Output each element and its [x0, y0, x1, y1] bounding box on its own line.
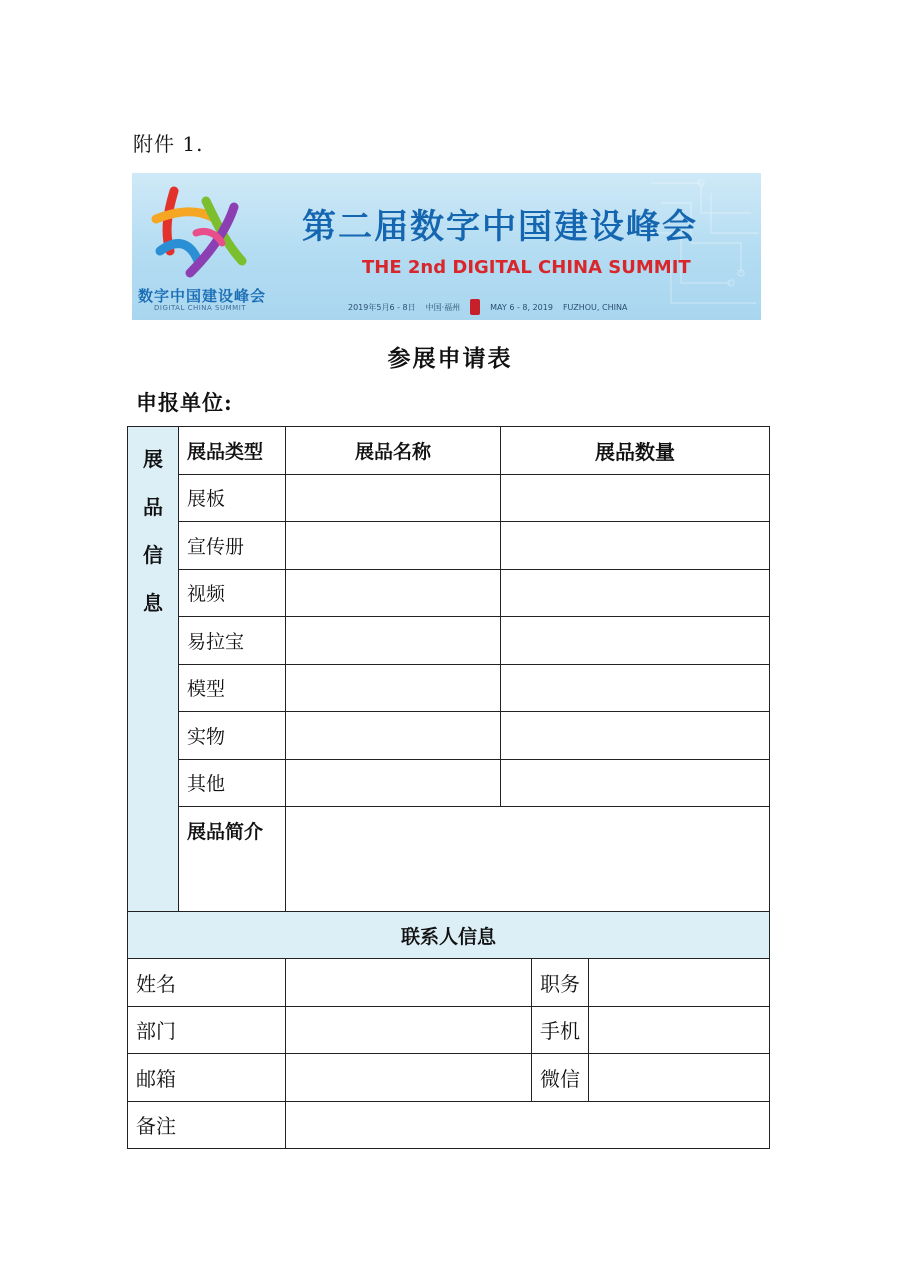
- exhibit-intro-field[interactable]: [286, 807, 770, 912]
- exhibit-header-row: [128, 427, 770, 475]
- banner-date-line: [348, 299, 748, 315]
- exhibit-name-field[interactable]: [286, 569, 501, 617]
- exhibit-name-field[interactable]: [286, 522, 501, 570]
- exhibit-type-cell: 易拉宝: [179, 617, 286, 665]
- digital-china-logo: [146, 181, 252, 287]
- contact-row: [128, 1054, 770, 1102]
- seal-icon: [470, 299, 480, 315]
- table-row: [128, 664, 770, 712]
- table-row: [128, 712, 770, 760]
- department-label: 部门: [128, 1006, 286, 1054]
- exhibit-quantity-field[interactable]: [501, 759, 770, 807]
- exhibit-intro-label: 展品简介: [179, 807, 286, 912]
- application-form-table: [127, 426, 770, 1149]
- exhibit-type-cell: 实物: [179, 712, 286, 760]
- exhibit-type-cell: 视频: [179, 569, 286, 617]
- side-char: 品: [143, 495, 163, 519]
- exhibit-type-cell: 展板: [179, 474, 286, 522]
- exhibit-quantity-field[interactable]: [501, 712, 770, 760]
- exhibit-quantity-field[interactable]: [501, 569, 770, 617]
- date-chinese: 2019年5月6 - 8日: [348, 302, 416, 312]
- exhibit-name-field[interactable]: [286, 712, 501, 760]
- email-field[interactable]: [286, 1054, 532, 1102]
- banner-title-chinese: 第二届数字中国建设峰会: [302, 207, 698, 247]
- exhibit-name-field[interactable]: [286, 474, 501, 522]
- form-title: 参展申请表: [387, 345, 513, 372]
- department-field[interactable]: [286, 1006, 532, 1054]
- exhibit-quantity-field[interactable]: [501, 474, 770, 522]
- contact-section-row: [128, 912, 770, 959]
- col-header-type: 展品类型: [179, 427, 286, 475]
- exhibit-type-cell: 模型: [179, 664, 286, 712]
- remarks-label: 备注: [128, 1101, 286, 1149]
- side-char: 展: [143, 447, 163, 471]
- applicant-unit-label: 申报单位:: [136, 390, 233, 415]
- exhibit-type-cell: 宣传册: [179, 522, 286, 570]
- email-label: 邮箱: [128, 1054, 286, 1102]
- banner-title-english: THE 2nd DIGITAL CHINA SUMMIT: [362, 257, 691, 278]
- remarks-field[interactable]: [286, 1101, 770, 1149]
- exhibit-type-cell: 其他: [179, 759, 286, 807]
- exhibit-quantity-field[interactable]: [501, 664, 770, 712]
- wechat-label: 微信: [532, 1054, 589, 1102]
- exhibit-info-side-label: [128, 427, 179, 912]
- col-header-quantity: 展品数量: [501, 427, 770, 475]
- logo-chinese-text: 数字中国建设峰会: [138, 287, 267, 305]
- table-row: [128, 759, 770, 807]
- side-char: 信: [143, 543, 163, 567]
- position-field[interactable]: [589, 959, 770, 1007]
- col-header-name: 展品名称: [286, 427, 501, 475]
- name-label: 姓名: [128, 959, 286, 1007]
- exhibit-name-field[interactable]: [286, 617, 501, 665]
- table-row: [128, 569, 770, 617]
- place-english: FUZHOU, CHINA: [562, 302, 628, 312]
- exhibit-quantity-field[interactable]: [501, 522, 770, 570]
- attachment-label: 附件 1.: [133, 132, 204, 156]
- side-char: 息: [143, 591, 163, 615]
- exhibit-quantity-field[interactable]: [501, 617, 770, 665]
- exhibit-name-field[interactable]: [286, 759, 501, 807]
- mobile-field[interactable]: [589, 1006, 770, 1054]
- contact-row: [128, 1101, 770, 1149]
- wechat-field[interactable]: [589, 1054, 770, 1102]
- position-label: 职务: [532, 959, 589, 1007]
- table-row: [128, 522, 770, 570]
- logo-english-text: DIGITAL CHINA SUMMIT: [154, 304, 247, 312]
- summit-banner: [132, 173, 761, 320]
- name-field[interactable]: [286, 959, 532, 1007]
- exhibit-intro-row: [128, 807, 770, 912]
- table-row: [128, 474, 770, 522]
- contact-row: [128, 1006, 770, 1054]
- date-english: MAY 6 - 8, 2019: [490, 302, 553, 312]
- mobile-label: 手机: [532, 1006, 589, 1054]
- contact-section-title: 联系人信息: [128, 912, 770, 959]
- contact-row: [128, 959, 770, 1007]
- exhibit-name-field[interactable]: [286, 664, 501, 712]
- place-chinese: 中国·福州: [425, 302, 461, 312]
- table-row: [128, 617, 770, 665]
